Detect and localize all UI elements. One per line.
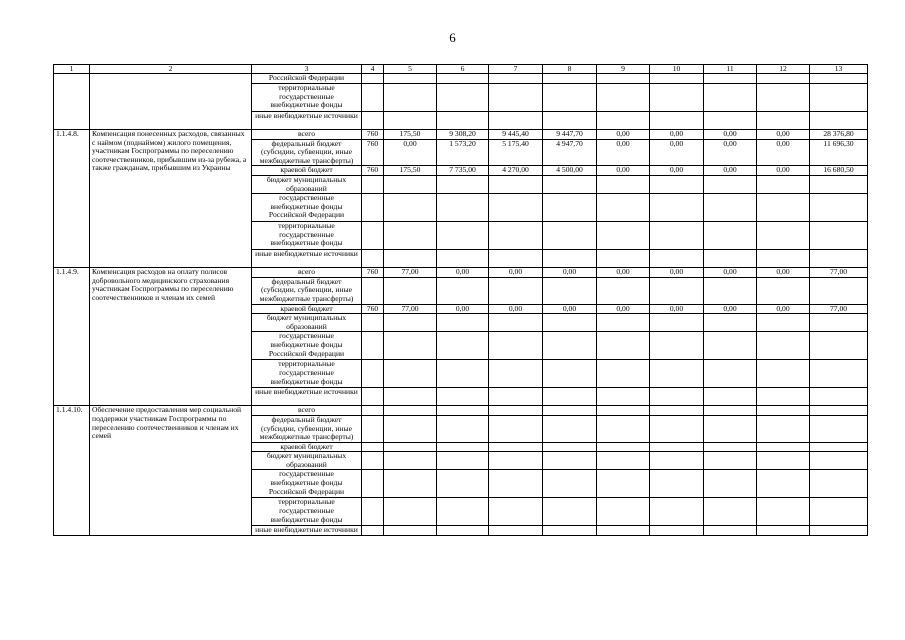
source-label: всего	[252, 130, 362, 140]
item-title: Компенсация понесенных расходов, связанных с наймом (поднаймом) жилого помещения, участникам Госпрограммы по переселению соотечественников, прибывшим из-за рубежа, а также гражданам, прибывшим из Украины	[90, 130, 252, 268]
value-cell: 0,00	[489, 268, 543, 278]
value-cell	[704, 415, 757, 442]
value-cell: 0,00	[437, 268, 489, 278]
value-cell: 77,00	[810, 268, 868, 278]
table-row	[54, 74, 868, 84]
value-cell: 0,00	[704, 139, 757, 166]
source-label: бюджет муниципальных образований	[252, 452, 362, 470]
value-cell	[704, 74, 757, 84]
value-cell: 0,00	[704, 268, 757, 278]
source-label: иные внебюджетные источники	[252, 526, 362, 536]
value-cell	[362, 415, 384, 442]
value-cell	[757, 175, 810, 193]
value-cell	[362, 360, 384, 388]
value-cell	[362, 314, 384, 332]
value-cell	[757, 388, 810, 406]
value-cell	[704, 194, 757, 222]
value-cell	[810, 194, 868, 222]
value-cell	[543, 360, 597, 388]
value-cell	[810, 415, 868, 442]
value-cell	[650, 277, 704, 304]
header-cell: 7	[489, 65, 543, 74]
value-cell	[704, 314, 757, 332]
header-cell: 13	[810, 65, 868, 74]
value-cell: 760	[362, 166, 384, 176]
value-cell	[650, 498, 704, 526]
value-cell	[650, 388, 704, 406]
value-cell: 77,00	[810, 304, 868, 314]
value-cell	[810, 314, 868, 332]
value-cell: 0,00	[757, 304, 810, 314]
value-cell	[362, 84, 384, 112]
value-cell: 0,00	[489, 304, 543, 314]
value-cell	[543, 112, 597, 130]
value-cell	[543, 74, 597, 84]
value-cell	[810, 112, 868, 130]
value-cell: 760	[362, 268, 384, 278]
value-cell	[437, 360, 489, 388]
item-number: 1.1.4.9.	[54, 268, 90, 406]
value-cell	[757, 112, 810, 130]
value-cell	[704, 250, 757, 268]
value-cell	[384, 314, 437, 332]
value-cell	[597, 360, 650, 388]
value-cell: 0,00	[650, 130, 704, 140]
value-cell: 0,00	[650, 139, 704, 166]
source-label: территориальные государственные внебюджетные фонды	[252, 498, 362, 526]
source-label: иные внебюджетные источники	[252, 388, 362, 406]
value-cell	[597, 314, 650, 332]
value-cell	[650, 360, 704, 388]
header-cell: 3	[252, 65, 362, 74]
source-label: бюджет муниципальных образований	[252, 175, 362, 193]
value-cell: 4 500,00	[543, 166, 597, 176]
header-cell: 6	[437, 65, 489, 74]
value-cell	[757, 526, 810, 536]
header-cell: 9	[597, 65, 650, 74]
value-cell	[543, 194, 597, 222]
source-label: федеральный бюджет (субсидии, субвенции, иные межбюджетные трансферты)	[252, 277, 362, 304]
page-number: 6	[449, 30, 456, 45]
value-cell	[810, 452, 868, 470]
value-cell: 5 175,40	[489, 139, 543, 166]
value-cell	[704, 406, 757, 416]
value-cell: 0,00	[384, 139, 437, 166]
value-cell	[757, 406, 810, 416]
value-cell	[650, 175, 704, 193]
value-cell	[650, 452, 704, 470]
value-cell	[597, 74, 650, 84]
value-cell: 0,00	[757, 139, 810, 166]
value-cell: 0,00	[650, 166, 704, 176]
value-cell	[384, 360, 437, 388]
value-cell	[384, 415, 437, 442]
value-cell	[597, 194, 650, 222]
value-cell	[437, 250, 489, 268]
value-cell	[597, 388, 650, 406]
value-cell	[543, 526, 597, 536]
value-cell: 1 573,20	[437, 139, 489, 166]
value-cell	[384, 442, 437, 452]
value-cell	[437, 194, 489, 222]
value-cell	[543, 314, 597, 332]
value-cell	[650, 442, 704, 452]
value-cell	[384, 250, 437, 268]
value-cell: 4 270,00	[489, 166, 543, 176]
table-row	[54, 130, 868, 140]
value-cell	[384, 470, 437, 498]
value-cell: 0,00	[543, 304, 597, 314]
value-cell	[362, 406, 384, 416]
value-cell: 11 696,30	[810, 139, 868, 166]
value-cell	[757, 470, 810, 498]
value-cell	[650, 194, 704, 222]
value-cell	[437, 314, 489, 332]
value-cell	[543, 332, 597, 360]
item-number: 1.1.4.8.	[54, 130, 90, 268]
header-cell: 4	[362, 65, 384, 74]
value-cell	[362, 498, 384, 526]
item-title	[90, 74, 252, 130]
value-cell: 0,00	[437, 304, 489, 314]
value-cell: 9 308,20	[437, 130, 489, 140]
value-cell	[704, 332, 757, 360]
value-cell	[704, 442, 757, 452]
source-label: территориальные государственные внебюджетные фонды	[252, 84, 362, 112]
value-cell	[757, 250, 810, 268]
value-cell: 0,00	[597, 268, 650, 278]
value-cell	[704, 498, 757, 526]
value-cell	[810, 74, 868, 84]
value-cell	[597, 415, 650, 442]
value-cell	[489, 452, 543, 470]
value-cell	[597, 498, 650, 526]
value-cell	[757, 415, 810, 442]
value-cell	[810, 277, 868, 304]
value-cell	[437, 526, 489, 536]
source-label: всего	[252, 268, 362, 278]
value-cell	[489, 360, 543, 388]
value-cell	[543, 415, 597, 442]
value-cell: 0,00	[704, 304, 757, 314]
budget-table	[53, 64, 868, 536]
value-cell	[362, 388, 384, 406]
value-cell	[597, 84, 650, 112]
value-cell	[597, 112, 650, 130]
value-cell	[597, 175, 650, 193]
value-cell	[543, 250, 597, 268]
value-cell	[597, 442, 650, 452]
value-cell	[384, 452, 437, 470]
value-cell	[704, 526, 757, 536]
value-cell	[810, 406, 868, 416]
value-cell	[384, 112, 437, 130]
source-label: иные внебюджетные источники	[252, 250, 362, 268]
value-cell	[704, 222, 757, 250]
source-label: иные внебюджетные источники	[252, 112, 362, 130]
value-cell	[704, 277, 757, 304]
value-cell	[362, 175, 384, 193]
value-cell	[757, 84, 810, 112]
value-cell	[384, 84, 437, 112]
value-cell	[543, 470, 597, 498]
value-cell	[650, 406, 704, 416]
value-cell	[489, 277, 543, 304]
value-cell: 175,50	[384, 166, 437, 176]
value-cell	[362, 277, 384, 304]
value-cell: 0,00	[597, 166, 650, 176]
value-cell	[543, 388, 597, 406]
source-label: государственные внебюджетные фонды Российской Федерации	[252, 332, 362, 360]
value-cell	[757, 442, 810, 452]
value-cell	[543, 222, 597, 250]
value-cell	[437, 415, 489, 442]
value-cell: 0,00	[543, 268, 597, 278]
value-cell	[362, 452, 384, 470]
value-cell	[543, 452, 597, 470]
value-cell	[489, 498, 543, 526]
value-cell	[362, 222, 384, 250]
value-cell	[543, 84, 597, 112]
value-cell	[489, 388, 543, 406]
value-cell	[650, 526, 704, 536]
source-label: территориальные государственные внебюджетные фонды	[252, 222, 362, 250]
value-cell	[437, 442, 489, 452]
value-cell	[810, 222, 868, 250]
value-cell	[384, 406, 437, 416]
value-cell	[362, 442, 384, 452]
source-label: Российской Федерации	[252, 74, 362, 84]
value-cell	[489, 175, 543, 193]
value-cell	[362, 194, 384, 222]
value-cell: 0,00	[650, 268, 704, 278]
source-label: всего	[252, 406, 362, 416]
value-cell: 760	[362, 139, 384, 166]
value-cell	[384, 526, 437, 536]
value-cell	[384, 222, 437, 250]
header-cell: 8	[543, 65, 597, 74]
value-cell	[489, 194, 543, 222]
value-cell	[810, 360, 868, 388]
value-cell	[489, 314, 543, 332]
value-cell	[489, 222, 543, 250]
value-cell	[437, 332, 489, 360]
value-cell	[757, 194, 810, 222]
header-cell: 5	[384, 65, 437, 74]
value-cell	[362, 332, 384, 360]
value-cell	[362, 74, 384, 84]
value-cell	[384, 332, 437, 360]
value-cell	[489, 526, 543, 536]
value-cell	[650, 332, 704, 360]
item-number	[54, 74, 90, 130]
source-label: федеральный бюджет (субсидии, субвенции, иные межбюджетные трансферты)	[252, 415, 362, 442]
value-cell: 0,00	[597, 304, 650, 314]
value-cell	[650, 415, 704, 442]
value-cell	[437, 277, 489, 304]
item-title: Компенсация расходов на оплату полисов добровольного медицинского страхования участникам Госпрограммы по переселению соотечественников и членам их семей	[90, 268, 252, 406]
value-cell	[757, 277, 810, 304]
value-cell	[384, 194, 437, 222]
value-cell	[757, 360, 810, 388]
value-cell	[757, 314, 810, 332]
value-cell	[384, 388, 437, 406]
value-cell	[810, 498, 868, 526]
value-cell: 28 376,80	[810, 130, 868, 140]
source-label: краевой бюджет	[252, 442, 362, 452]
value-cell	[437, 470, 489, 498]
value-cell	[437, 388, 489, 406]
value-cell	[437, 498, 489, 526]
value-cell	[543, 406, 597, 416]
header-cell: 12	[757, 65, 810, 74]
value-cell	[437, 175, 489, 193]
value-cell: 0,00	[597, 130, 650, 140]
value-cell	[810, 84, 868, 112]
value-cell	[704, 360, 757, 388]
value-cell	[757, 452, 810, 470]
value-cell	[489, 332, 543, 360]
item-number: 1.1.4.10.	[54, 406, 90, 536]
value-cell	[810, 175, 868, 193]
value-cell	[362, 250, 384, 268]
value-cell: 0,00	[757, 130, 810, 140]
source-label: бюджет муниципальных образований	[252, 314, 362, 332]
value-cell: 16 680,50	[810, 166, 868, 176]
value-cell	[597, 526, 650, 536]
value-cell: 760	[362, 130, 384, 140]
value-cell	[810, 442, 868, 452]
table-row	[54, 406, 868, 416]
value-cell	[650, 250, 704, 268]
value-cell	[489, 406, 543, 416]
value-cell	[597, 277, 650, 304]
value-cell	[650, 470, 704, 498]
value-cell	[597, 452, 650, 470]
value-cell	[757, 222, 810, 250]
value-cell	[362, 112, 384, 130]
value-cell	[757, 74, 810, 84]
table-row	[54, 268, 868, 278]
value-cell	[489, 470, 543, 498]
header-cell: 11	[704, 65, 757, 74]
value-cell: 77,00	[384, 304, 437, 314]
value-cell	[704, 84, 757, 112]
value-cell	[437, 452, 489, 470]
value-cell	[597, 332, 650, 360]
value-cell	[757, 498, 810, 526]
value-cell	[384, 277, 437, 304]
value-cell	[437, 406, 489, 416]
source-label: государственные внебюджетные фонды Российской Федерации	[252, 194, 362, 222]
value-cell	[810, 470, 868, 498]
value-cell	[810, 250, 868, 268]
value-cell	[489, 442, 543, 452]
value-cell	[597, 250, 650, 268]
value-cell: 9 445,40	[489, 130, 543, 140]
value-cell	[543, 175, 597, 193]
source-label: территориальные государственные внебюджетные фонды	[252, 360, 362, 388]
header-cell: 2	[90, 65, 252, 74]
value-cell	[384, 175, 437, 193]
value-cell	[757, 332, 810, 360]
value-cell	[489, 74, 543, 84]
value-cell: 0,00	[704, 166, 757, 176]
value-cell	[650, 84, 704, 112]
source-label: федеральный бюджет (субсидии, субвенции, иные межбюджетные трансферты)	[252, 139, 362, 166]
value-cell	[437, 74, 489, 84]
header-row	[54, 65, 868, 74]
value-cell: 77,00	[384, 268, 437, 278]
source-label: краевой бюджет	[252, 166, 362, 176]
value-cell: 0,00	[757, 268, 810, 278]
value-cell	[704, 452, 757, 470]
value-cell	[650, 222, 704, 250]
value-cell	[597, 470, 650, 498]
value-cell: 0,00	[597, 139, 650, 166]
value-cell	[362, 470, 384, 498]
source-label: краевой бюджет	[252, 304, 362, 314]
value-cell	[384, 498, 437, 526]
value-cell	[810, 388, 868, 406]
value-cell	[489, 84, 543, 112]
value-cell	[437, 112, 489, 130]
value-cell	[597, 406, 650, 416]
header-cell: 10	[650, 65, 704, 74]
value-cell: 760	[362, 304, 384, 314]
value-cell	[704, 112, 757, 130]
value-cell	[810, 526, 868, 536]
value-cell: 0,00	[704, 130, 757, 140]
value-cell	[810, 332, 868, 360]
value-cell: 4 947,70	[543, 139, 597, 166]
item-title: Обеспечение предоставления мер социальной поддержки участникам Госпрограммы по переселению соотечественников и членам их семей	[90, 406, 252, 536]
value-cell	[704, 175, 757, 193]
value-cell	[543, 277, 597, 304]
value-cell: 0,00	[757, 166, 810, 176]
value-cell	[362, 526, 384, 536]
value-cell	[704, 470, 757, 498]
value-cell	[704, 388, 757, 406]
value-cell	[650, 112, 704, 130]
value-cell	[650, 74, 704, 84]
value-cell	[489, 415, 543, 442]
value-cell: 175,50	[384, 130, 437, 140]
value-cell	[489, 250, 543, 268]
value-cell: 0,00	[650, 304, 704, 314]
value-cell	[650, 314, 704, 332]
value-cell: 9 447,70	[543, 130, 597, 140]
value-cell	[489, 112, 543, 130]
value-cell	[384, 74, 437, 84]
value-cell: 7 735,00	[437, 166, 489, 176]
value-cell	[543, 442, 597, 452]
value-cell	[597, 222, 650, 250]
value-cell	[543, 498, 597, 526]
value-cell	[437, 84, 489, 112]
header-cell: 1	[54, 65, 90, 74]
source-label: государственные внебюджетные фонды Российской Федерации	[252, 470, 362, 498]
value-cell	[437, 222, 489, 250]
